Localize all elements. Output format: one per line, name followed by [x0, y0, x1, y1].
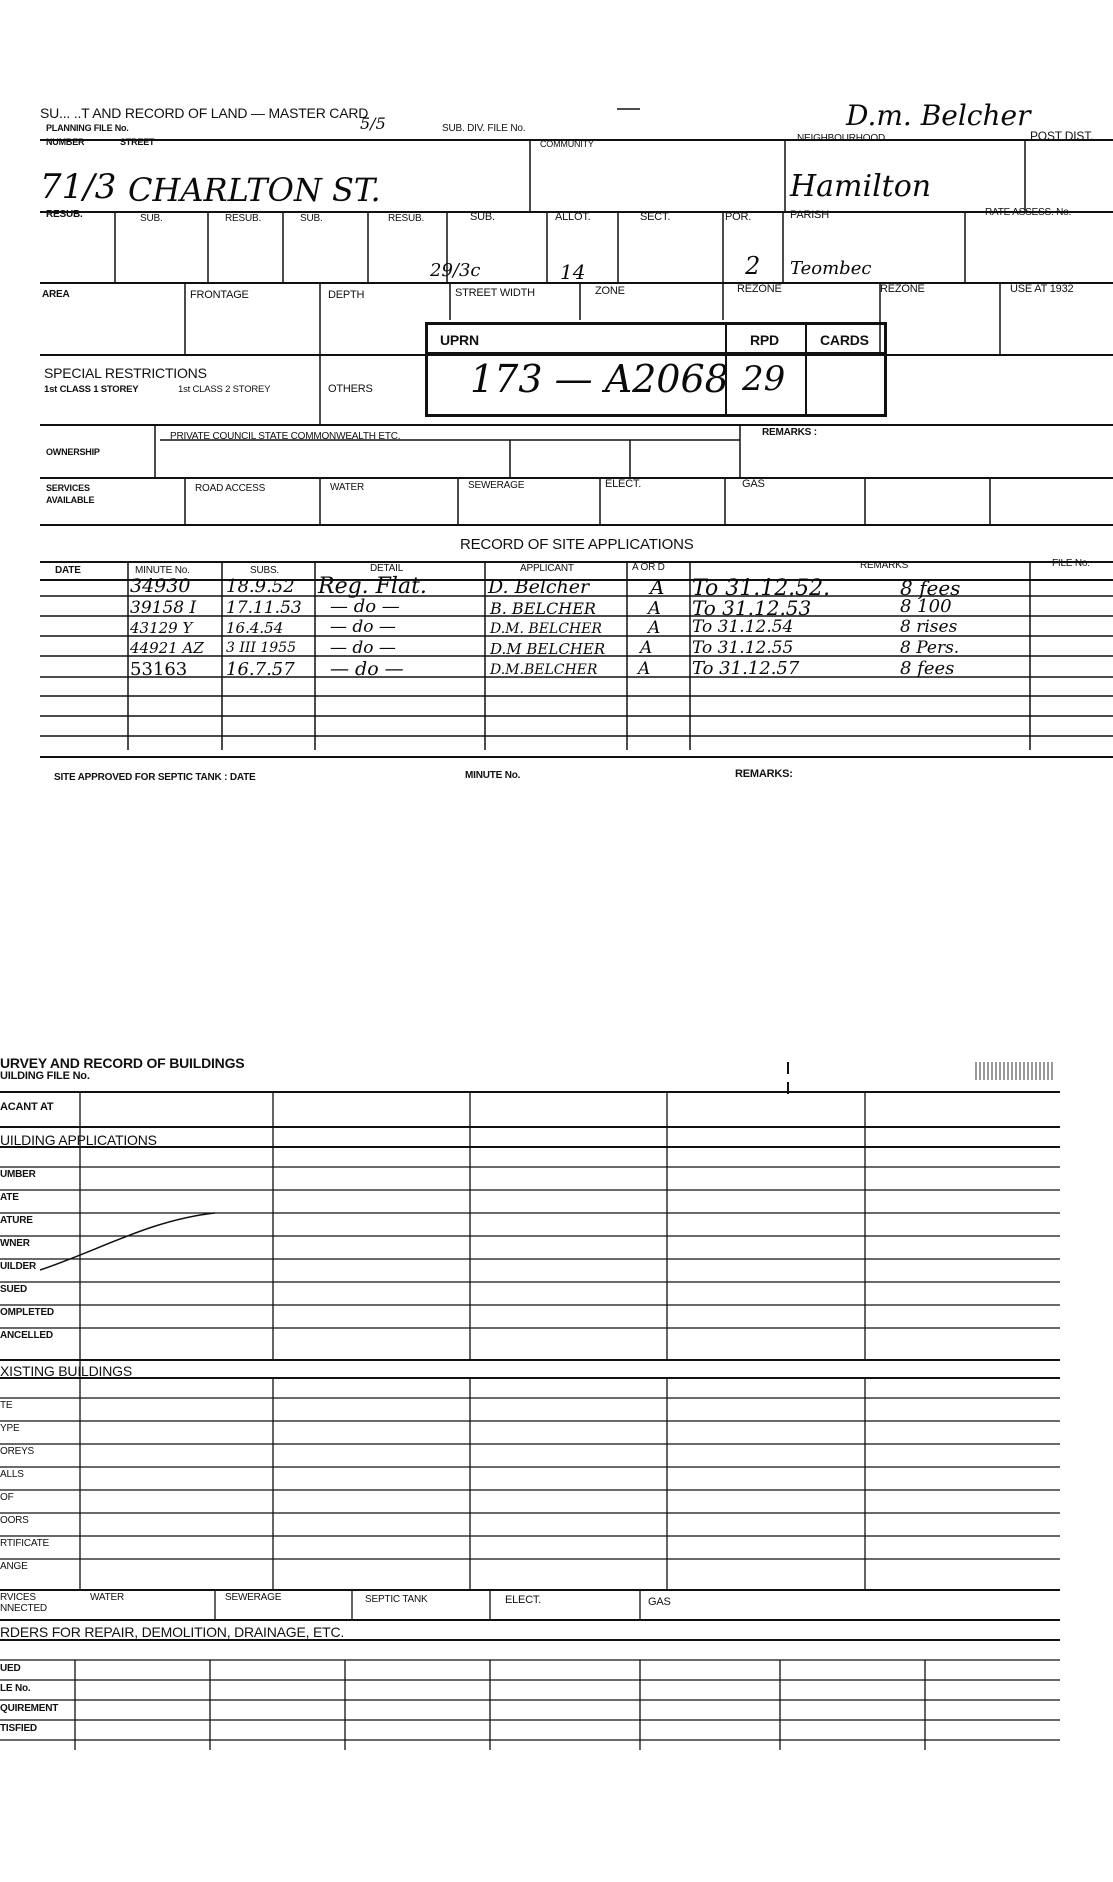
cell-detail: — do —	[330, 617, 396, 637]
label-resub: RESUB.	[225, 213, 262, 224]
row-label: QUIREMENT	[0, 1703, 59, 1714]
row-label: WNER	[0, 1238, 30, 1249]
cell-minute: 34930	[130, 575, 191, 597]
label-vacant-at: ACANT AT	[0, 1101, 54, 1113]
label-services: RVICES	[0, 1592, 36, 1603]
label-connected: NNECTED	[0, 1603, 47, 1614]
label-class1: 1st CLASS 1 STOREY	[44, 384, 139, 395]
label-area: AREA	[42, 289, 70, 300]
cell-detail: — do —	[330, 596, 400, 617]
value-parish: Teombec	[790, 258, 872, 279]
label-remarks: REMARKS :	[762, 427, 817, 438]
owner-signature: D.m. Belcher	[846, 99, 1031, 132]
cell-remarks: To 31.12.52.	[692, 576, 831, 601]
label-sewerage: SEWERAGE	[468, 480, 525, 491]
col-remarks: REMARKS	[860, 560, 909, 571]
value-por: 2	[745, 252, 761, 280]
label-water: WATER	[90, 1592, 124, 1603]
label-depth: DEPTH	[328, 289, 365, 301]
heading-building-applications: UILDING APPLICATIONS	[0, 1132, 157, 1148]
heading-existing-buildings: XISTING BUILDINGS	[0, 1363, 132, 1379]
row-label: ATE	[0, 1192, 19, 1203]
col-file-no: FILE No.	[1052, 558, 1090, 569]
col-applicant: APPLICANT	[520, 563, 574, 574]
cell-detail: — do —	[330, 638, 396, 658]
label-sub: SUB.	[140, 213, 163, 224]
label-resub: RESUB.	[46, 209, 83, 220]
label-planning-file: PLANNING FILE No.	[46, 123, 129, 133]
label-rezone: REZONE	[880, 283, 925, 295]
label-neighbourhood: NEIGHBOURHOOD	[797, 133, 885, 144]
land-card-title: SU... ..T AND RECORD OF LAND — MASTER CARD	[40, 105, 369, 121]
value-uprn: 173 — A2068	[470, 357, 729, 401]
label-subdiv-file: SUB. DIV. FILE No.	[442, 123, 526, 134]
row-label: ALLS	[0, 1469, 24, 1480]
label-rezone: REZONE	[737, 283, 782, 295]
row-label: TE	[0, 1400, 13, 1411]
row-label: ANGE	[0, 1561, 28, 1572]
cell-remarks: To 31.12.57	[692, 658, 800, 679]
cell-aord: A	[650, 575, 665, 599]
cell-remarks: To 31.12.53	[692, 596, 812, 620]
label-sub: SUB.	[470, 211, 495, 223]
col-subs: SUBS.	[250, 565, 280, 576]
row-label: OREYS	[0, 1446, 35, 1457]
cell-subs: 18.9.52	[226, 576, 295, 597]
row-label: LE No.	[0, 1683, 31, 1694]
label-gas: GAS	[742, 478, 765, 490]
col-detail: DETAIL	[370, 563, 404, 574]
cell-detail: Reg. Flat.	[318, 574, 427, 599]
cell-aord: A	[648, 598, 661, 619]
row-label: OORS	[0, 1515, 29, 1526]
label-septic-approved: SITE APPROVED FOR SEPTIC TANK : DATE	[54, 772, 256, 783]
cell-applicant: D. Belcher	[488, 576, 590, 598]
cell-aord: A	[640, 638, 653, 658]
cell-applicant: D.M. BELCHER	[490, 621, 602, 637]
label-minute-no: MINUTE No.	[465, 770, 521, 781]
cell-extra: 8 100	[900, 596, 952, 617]
row-label: UILDER	[0, 1261, 37, 1272]
label-services: SERVICES	[46, 483, 90, 493]
cell-detail: — do —	[330, 658, 404, 680]
heading-orders: RDERS FOR REPAIR, DEMOLITION, DRAINAGE, ETC.	[0, 1624, 345, 1640]
cell-subs: 16.7.57	[226, 659, 295, 680]
row-label: RTIFICATE	[0, 1538, 49, 1549]
row-label: OF	[0, 1492, 14, 1503]
row-label: UMBER	[0, 1169, 36, 1180]
cell-subs: 17.11.53	[226, 598, 302, 618]
label-water: WATER	[330, 482, 364, 493]
value-number: 71/3	[40, 167, 117, 207]
uprn-box-divider	[428, 352, 884, 354]
label-sewerage: SEWERAGE	[225, 1592, 282, 1603]
heading-record-site-applications: RECORD OF SITE APPLICATIONS	[460, 536, 694, 553]
value-sub: 29/3c	[430, 260, 481, 281]
label-ownership-types: PRIVATE COUNCIL STATE COMMONWEALTH ETC.	[170, 431, 401, 442]
cell-applicant: D.M.BELCHER	[490, 662, 598, 678]
cell-minute: 53163	[130, 659, 188, 680]
label-rpd: RPD	[750, 332, 779, 348]
label-class2: 1st CLASS 2 STOREY	[178, 384, 271, 395]
row-label: ATURE	[0, 1215, 33, 1226]
uprn-box-divider	[805, 325, 807, 414]
label-number: NUMBER	[46, 137, 85, 147]
label-sub: SUB.	[300, 213, 323, 224]
scan-noise	[975, 1062, 1055, 1080]
row-label: OMPLETED	[0, 1307, 54, 1318]
col-minute-no: MINUTE No.	[135, 565, 190, 576]
cell-aord: A	[648, 618, 661, 638]
label-others: OTHERS	[328, 383, 373, 395]
value-street: CHARLTON ST.	[128, 171, 381, 209]
col-date: DATE	[55, 565, 81, 576]
label-zone: ZONE	[595, 285, 625, 297]
cell-extra: 8 fees	[900, 658, 955, 679]
cell-extra: 8 rises	[900, 617, 958, 637]
cell-applicant: B. BELCHER	[490, 599, 596, 618]
label-use-1932: USE AT 1932	[1010, 283, 1074, 295]
cell-minute: 39158 I	[130, 598, 197, 618]
label-cards: CARDS	[820, 332, 869, 348]
label-sect: SECT.	[640, 211, 671, 223]
row-label: SUED	[0, 1284, 27, 1295]
label-building-file: UILDING FILE No.	[0, 1070, 90, 1082]
label-ownership: OWNERSHIP	[46, 447, 100, 457]
label-elect: ELECT.	[605, 478, 642, 490]
value-allot: 14	[560, 260, 586, 284]
label-special-restrictions: SPECIAL RESTRICTIONS	[44, 365, 207, 381]
label-available: AVAILABLE	[46, 495, 95, 505]
cell-subs: 3 III 1955	[226, 640, 297, 656]
row-label: YPE	[0, 1423, 20, 1434]
cell-minute: 43129 Y	[130, 619, 193, 637]
cell-extra: 8 fees	[900, 576, 961, 600]
label-post-dist: POST DIST.	[1030, 129, 1094, 143]
label-elect: ELECT.	[505, 1594, 542, 1606]
label-rate-assess: RATE ASSESS. No.	[985, 207, 1072, 218]
cell-extra: 8 Pers.	[900, 638, 960, 658]
cell-minute: 44921 AZ	[130, 639, 204, 657]
label-community: COMMUNITY	[540, 139, 594, 149]
value-planning-file: 5/5	[360, 114, 386, 133]
row-label: UED	[0, 1663, 21, 1674]
label-septic-tank: SEPTIC TANK	[365, 1594, 428, 1605]
label-road-access: ROAD ACCESS	[195, 483, 266, 494]
value-rpd: 29	[742, 359, 786, 399]
buildings-card-title: URVEY AND RECORD OF BUILDINGS	[0, 1055, 245, 1071]
cell-applicant: D.M BELCHER	[490, 640, 606, 658]
label-gas: GAS	[648, 1596, 671, 1608]
row-label: ANCELLED	[0, 1330, 53, 1341]
label-remarks: REMARKS:	[735, 768, 793, 780]
label-parish: PARISH	[790, 209, 829, 221]
cell-remarks: To 31.12.54	[692, 617, 794, 637]
label-allot: ALLOT.	[555, 211, 591, 223]
col-a-or-d: A OR D	[632, 562, 665, 573]
label-resub: RESUB.	[388, 213, 425, 224]
label-street: STREET	[120, 137, 155, 147]
cell-aord: A	[638, 659, 651, 679]
label-frontage: FRONTAGE	[190, 289, 249, 301]
label-uprn: UPRN	[440, 332, 479, 348]
row-label: TISFIED	[0, 1723, 37, 1734]
cell-remarks: To 31.12.55	[692, 638, 794, 658]
value-neighbourhood: Hamilton	[790, 169, 932, 204]
label-por: POR.	[725, 211, 752, 223]
label-street-width: STREET WIDTH	[455, 287, 535, 299]
cell-subs: 16.4.54	[226, 619, 284, 637]
